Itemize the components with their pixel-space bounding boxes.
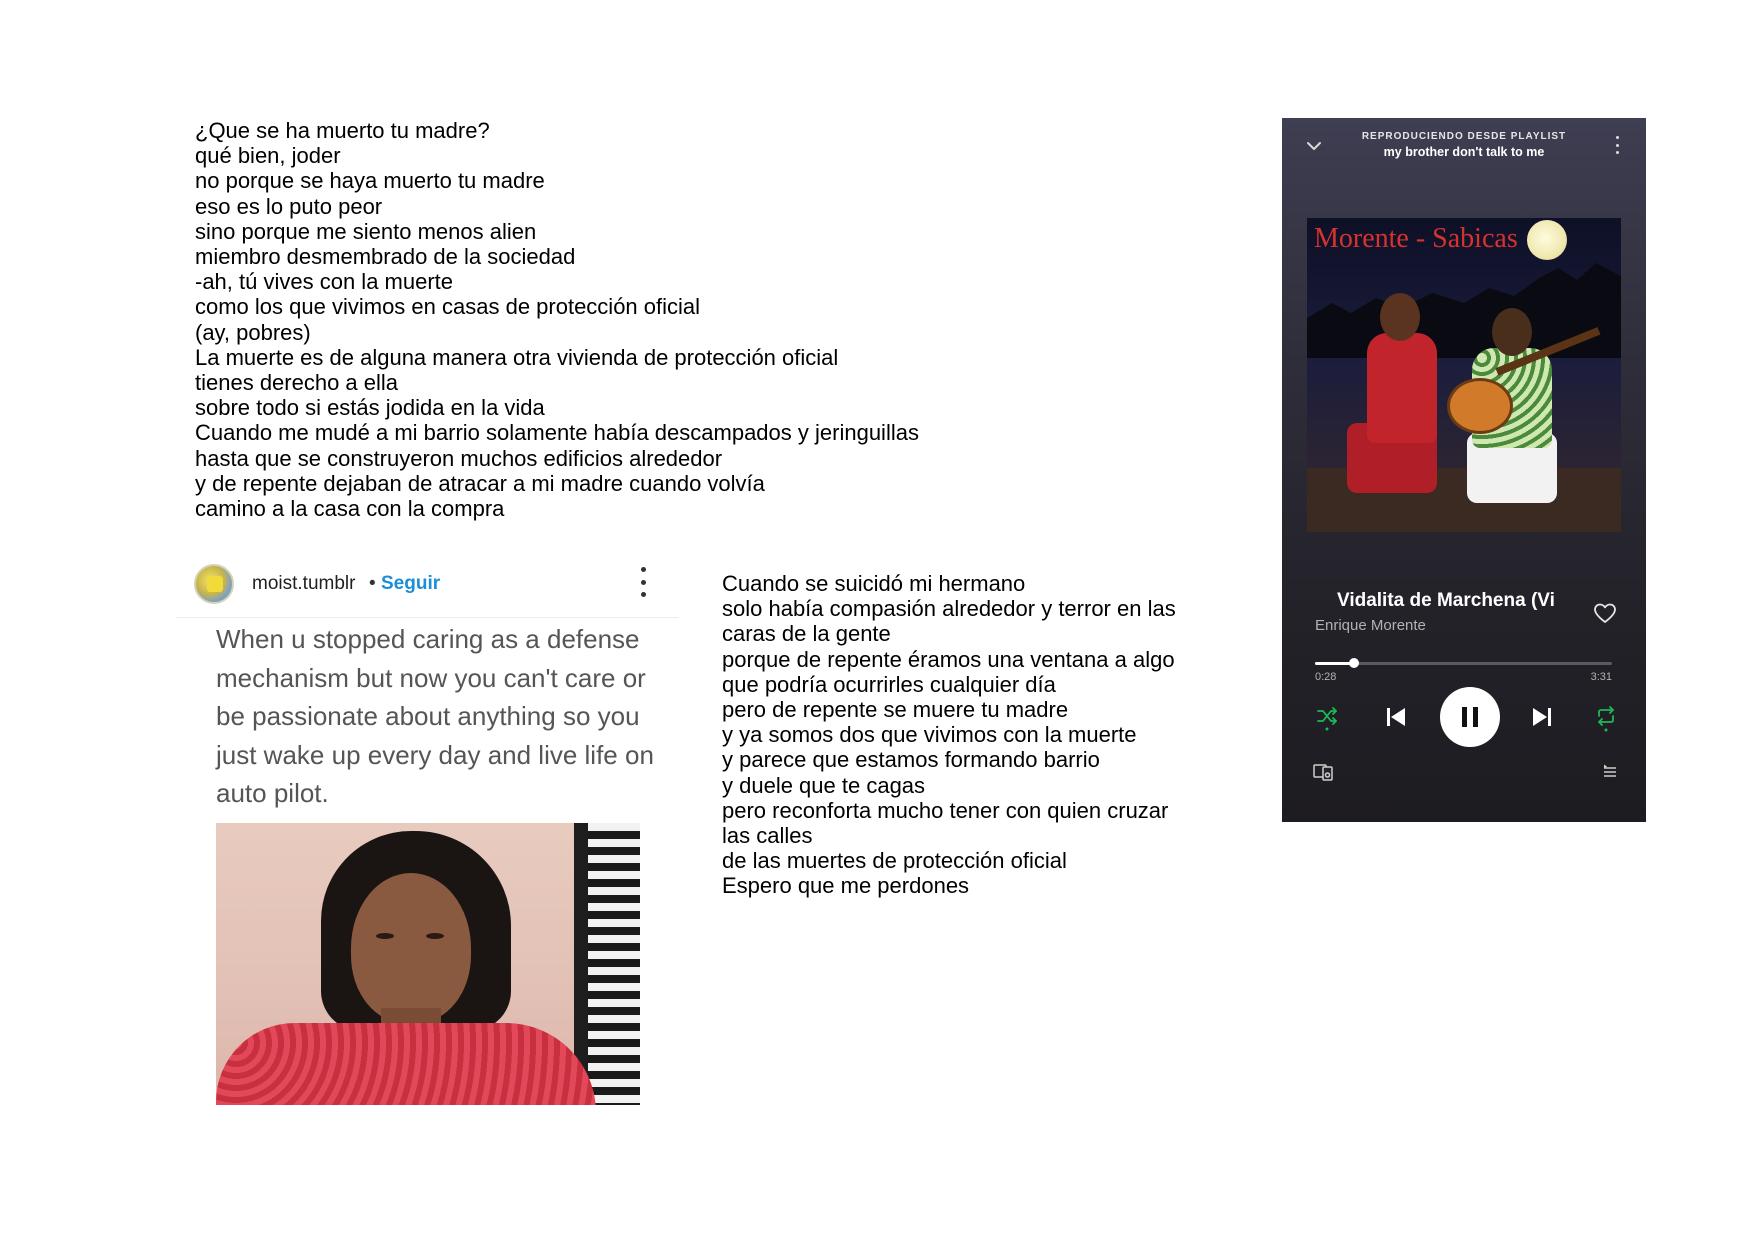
poem-line: Espero que me perdones (722, 873, 970, 899)
progress-fill (1315, 662, 1354, 665)
album-art-figure (1492, 308, 1532, 356)
album-art-moon (1527, 220, 1567, 260)
poem-line: hasta que se construyeron muchos edificios alrededor (195, 445, 723, 471)
poem-line: y ya somos dos que vivimos con la muerte (722, 722, 1137, 748)
poem-line: ¿Que se ha muerto tu madre? (195, 118, 490, 143)
tumblr-post (176, 555, 679, 1115)
time-total: 3:31 (1590, 671, 1612, 683)
progress-knob[interactable] (1349, 658, 1359, 668)
queue-icon[interactable] (1603, 764, 1617, 780)
track-title[interactable]: Vidalita de Marchena (Vi (1337, 590, 1555, 611)
chevron-down-icon[interactable] (1304, 136, 1324, 156)
vertical-dots-icon[interactable] (1614, 136, 1620, 154)
woman-face (351, 873, 471, 1023)
poem-line: miembro desmembrado de la sociedad (195, 244, 576, 270)
poem-line: caras de la gente (722, 621, 891, 647)
avatar-face (207, 576, 223, 592)
poem-line: pero reconforta mucho tener con quien cruzar (722, 797, 1169, 823)
poem-line: tienes derecho a ella (195, 370, 399, 396)
woman-shirt (216, 1023, 596, 1105)
poem-line: sobre todo si estás jodida en la vida (195, 395, 545, 421)
woman-eye (426, 933, 444, 939)
skip-back-icon[interactable] (1384, 705, 1408, 729)
playing-from-label: REPRODUCIENDO DESDE PLAYLIST (1361, 131, 1567, 142)
poem-line: y parece que estamos formando barrio (722, 747, 1100, 773)
poem-line: sino porque me siento menos alien (195, 218, 537, 244)
poem-line: y duele que te cagas (722, 772, 926, 798)
album-art-title: Morente - Sabicas (1314, 223, 1518, 254)
music-player (1282, 118, 1646, 822)
poem-line: -ah, tú vives con la muerte (195, 269, 454, 295)
pause-icon (1440, 687, 1500, 747)
poem-line: como los que vivimos en casas de protección oficial (195, 294, 701, 320)
playlist-name[interactable]: my brother don't talk to me (1383, 145, 1545, 159)
devices-icon[interactable] (1312, 762, 1336, 782)
skip-forward-icon[interactable] (1530, 705, 1554, 729)
shuffle-icon[interactable] (1315, 704, 1339, 732)
poem-line: las calles (722, 823, 813, 849)
track-artist[interactable]: Enrique Morente (1315, 617, 1426, 634)
poem-right (722, 571, 1176, 899)
time-elapsed: 0:28 (1315, 671, 1337, 683)
poem-line: eso es lo puto peor (195, 193, 383, 219)
poem-line: Cuando se suicidó mi hermano (722, 571, 1026, 596)
play-pause-button[interactable] (1440, 687, 1500, 747)
poem-line: Cuando me mudé a mi barrio solamente había descampados y jeringuillas (195, 420, 919, 446)
poem-line: de las muertes de protección oficial (722, 848, 1067, 874)
heart-icon[interactable] (1593, 602, 1617, 624)
poem-line: no porque se haya muerto tu madre (195, 168, 545, 194)
poem-line: camino a la casa con la compra (195, 496, 505, 522)
meme-photo (216, 823, 640, 1105)
tumblr-post-header (176, 555, 679, 618)
poem-line: porque de repente éramos una ventana a algo (722, 646, 1175, 672)
album-art-guitar (1447, 378, 1513, 434)
meme-caption: When u stopped caring as a defense mechanism but now you can't care or be passionate about anything so you just wake up every day and live life on auto pilot. (216, 624, 654, 808)
poem-line: que podría ocurrirles cualquier día (722, 671, 1056, 697)
poem-line: (ay, pobres) (195, 319, 311, 345)
album-art-figure (1367, 333, 1437, 443)
poem-line: y de repente dejaban de atracar a mi madre cuando volvía (195, 470, 765, 496)
window-blinds (588, 823, 640, 1105)
username-link[interactable]: moist.tumblr (252, 573, 356, 594)
avatar[interactable] (194, 564, 234, 604)
album-art-figure (1380, 293, 1420, 341)
vertical-dots-icon[interactable] (638, 567, 648, 597)
follow-button[interactable]: Seguir (381, 573, 441, 594)
poem-line: qué bien, joder (195, 143, 341, 169)
woman-eye (376, 933, 394, 939)
separator-dot: • (369, 573, 376, 594)
progress-bar[interactable] (1315, 662, 1612, 665)
poem-line: La muerte es de alguna manera otra vivienda de protección oficial (195, 344, 839, 370)
poem-line: pero de repente se muere tu madre (722, 697, 1069, 723)
album-art (1307, 218, 1621, 532)
poem-line: solo había compasión alrededor y terror en las (722, 596, 1176, 622)
poem-top (195, 118, 919, 521)
repeat-icon[interactable] (1594, 704, 1618, 732)
